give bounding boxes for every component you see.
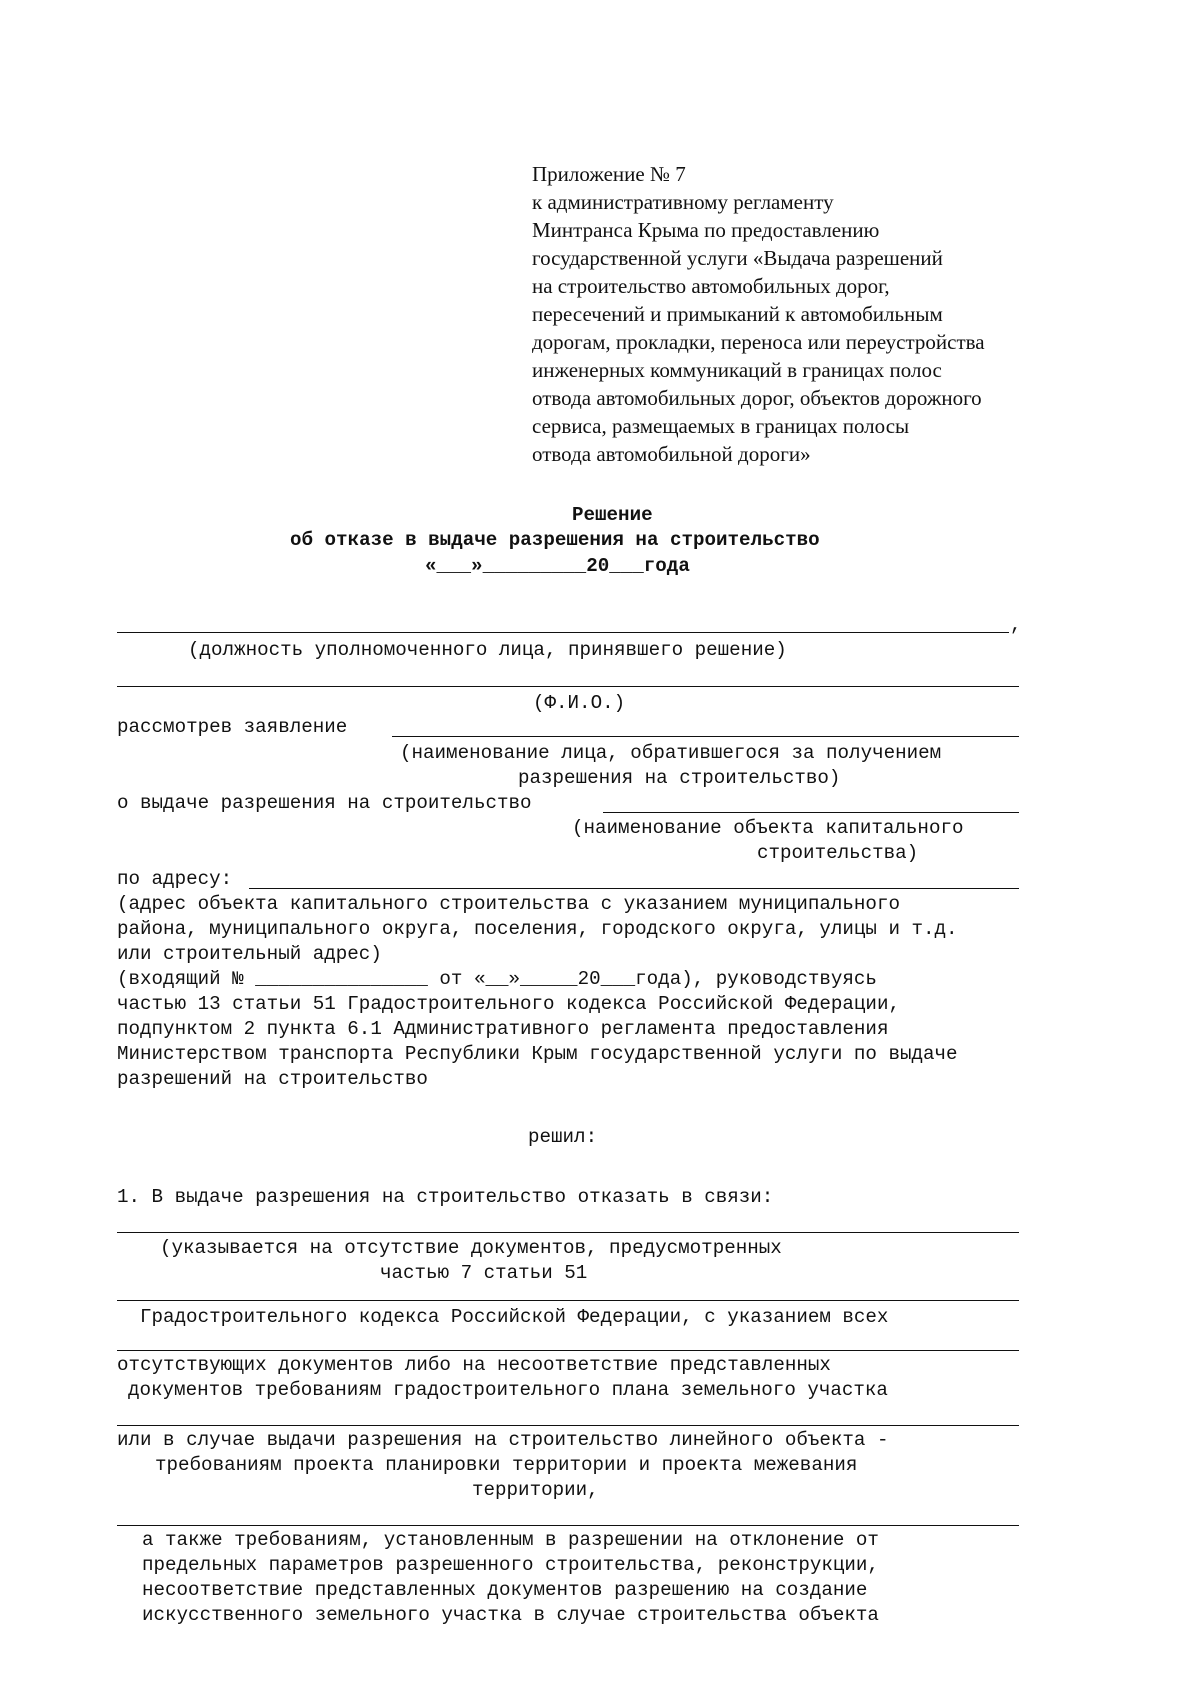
object-caption: (наименование объекта капитального <box>572 817 964 839</box>
reason-caption: а также требованиям, установленным в разрешении на отклонение от <box>142 1529 879 1551</box>
fio-field-line <box>117 686 1019 687</box>
reason-field-line <box>117 1425 1019 1426</box>
appendix-line: инженерных коммуникаций в границах полос <box>532 358 942 382</box>
date-line: «___»_________20___года <box>425 555 690 577</box>
object-caption: строительства) <box>757 842 919 864</box>
body-line: Министерством транспорта Республики Крым государственной услуги по выдаче <box>117 1043 958 1065</box>
reason-caption: несоответствие представленных документов разрешению на создание <box>142 1579 868 1601</box>
reason-field-line <box>117 1300 1019 1301</box>
appendix-line: отвода автомобильных дорог, объектов дорожного <box>532 386 982 410</box>
address-field-line <box>249 888 1019 889</box>
document-title: Решение <box>572 504 653 526</box>
applicant-field-line <box>392 736 1019 737</box>
body-line: частью 13 статьи 51 Градостроительного кодекса Российской Федерации, <box>117 993 900 1015</box>
address-label: по адресу: <box>117 868 233 890</box>
comma-mark: , <box>1010 614 1022 636</box>
fio-caption: (Ф.И.О.) <box>533 692 626 714</box>
reason-caption: документов требованиям градостроительного плана земельного участка <box>128 1379 888 1401</box>
reason-caption: частью 7 статьи 51 <box>380 1262 588 1284</box>
address-caption: (адрес объекта капитального строительства с указанием муниципального <box>117 893 900 915</box>
reason-field-line <box>117 1350 1019 1351</box>
body-line: подпунктом 2 пункта 6.1 Административного регламента предоставления <box>117 1018 889 1040</box>
position-caption: (должность уполномоченного лица, принявшего решение) <box>188 639 787 661</box>
appendix-line: пересечений и примыканий к автомобильным <box>532 302 943 326</box>
appendix-line: сервиса, размещаемых в границах полосы <box>532 414 910 438</box>
appendix-block <box>532 160 1092 468</box>
permit-label: о выдаче разрешения на строительство <box>117 792 532 814</box>
reason-caption: или в случае выдачи разрешения на строительство линейного объекта - <box>117 1429 889 1451</box>
body-line: разрешений на строительство <box>117 1068 428 1090</box>
appendix-line: государственной услуги «Выдача разрешений <box>532 246 943 270</box>
reason-field-line <box>117 1232 1019 1233</box>
appendix-line: Приложение № 7 <box>532 162 686 186</box>
appendix-line: к административному регламенту <box>532 190 834 214</box>
reason-caption: отсутствующих документов либо на несоответствие представленных <box>117 1354 831 1376</box>
reason-field-line <box>117 1525 1019 1526</box>
item-1: 1. В выдаче разрешения на строительство отказать в связи: <box>117 1186 774 1208</box>
considered-label: рассмотрев заявление <box>117 716 348 738</box>
reason-caption: Градостроительного кодекса Российской Федерации, с указанием всех <box>140 1306 889 1328</box>
applicant-caption: (наименование лица, обратившегося за получением <box>400 742 942 764</box>
address-caption: района, муниципального округа, поселения, городского округа, улицы и т.д. <box>117 918 958 940</box>
appendix-line: дорогам, прокладки, переноса или переустройства <box>532 330 985 354</box>
decided-label: решил: <box>528 1126 598 1148</box>
incoming-line: (входящий № _______________ от «__»_____20___года), руководствуясь <box>117 968 877 990</box>
address-caption: или строительный адрес) <box>117 943 382 965</box>
reason-caption: искусственного земельного участка в случае строительства объекта <box>142 1604 879 1626</box>
appendix-line: на строительство автомобильных дорог, <box>532 274 890 298</box>
object-field-line <box>603 812 1019 813</box>
position-field-line <box>117 632 1009 633</box>
reason-caption: (указывается на отсутствие документов, предусмотренных <box>160 1237 782 1259</box>
appendix-line: Минтранса Крыма по предоставлению <box>532 218 880 242</box>
document-subtitle: об отказе в выдаче разрешения на строительство <box>290 529 820 551</box>
applicant-caption: разрешения на строительство) <box>518 767 841 789</box>
appendix-line: отвода автомобильной дороги» <box>532 442 811 466</box>
reason-caption: территории, <box>472 1479 599 1501</box>
reason-caption: требованиям проекта планировки территории и проекта межевания <box>155 1454 858 1476</box>
reason-caption: предельных параметров разрешенного строительства, реконструкции, <box>142 1554 879 1576</box>
